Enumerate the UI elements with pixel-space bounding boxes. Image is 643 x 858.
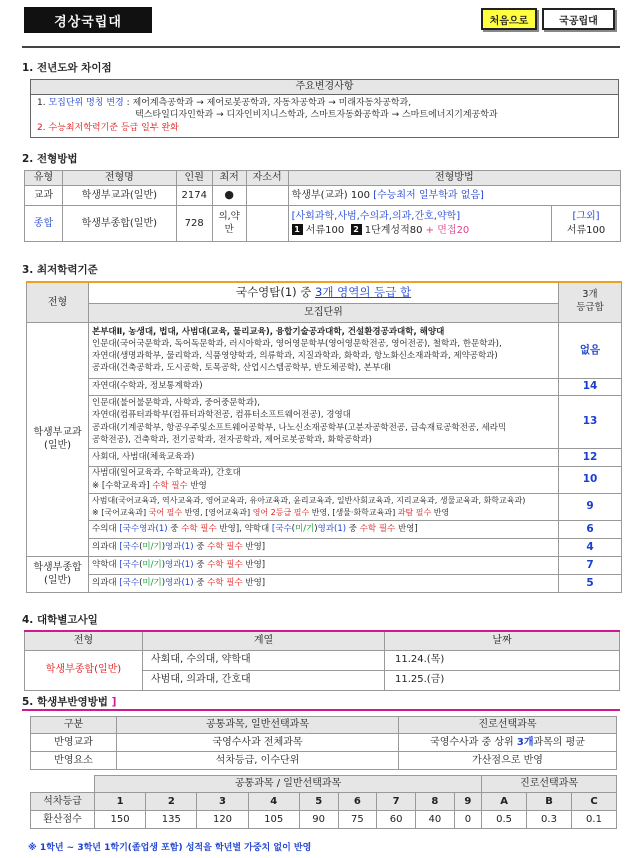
section2-title: 2. 전형방법: [22, 153, 78, 165]
score-cell: 0.5: [482, 811, 527, 829]
refl-row2-career: 가산점으로 반영: [399, 752, 617, 770]
changes-list: [31, 94, 619, 138]
score-label: 환산점수: [31, 811, 95, 829]
min-th-type: 전형: [27, 282, 89, 322]
refl-row1-label: 반영교과: [31, 734, 117, 752]
reflection-table: [30, 716, 617, 770]
min-row-5: 사범대(일어교육과, 수학교육과), 간호대 ※ [수학교육과] 수학 필수 반영: [89, 466, 559, 493]
min-row-4: 사회대, 사범대(체육교육과): [89, 448, 559, 466]
grade-cell: 4: [248, 793, 299, 811]
section4-title: 4. 대학별고사일: [22, 614, 98, 626]
th-min: 최저: [212, 171, 246, 186]
refl-row2-common: 석차등급, 이수단위: [117, 752, 399, 770]
min-th-unit: 모집단위: [89, 303, 559, 322]
score-cell: 135: [146, 811, 197, 829]
th-name: 전형명: [62, 171, 176, 186]
grade-cell: 3: [197, 793, 248, 811]
selection-method-table: [24, 170, 621, 242]
change-item-2: 2. 수능최저학력기준 등급 일부 완화: [37, 122, 179, 133]
grade-cell: 6: [338, 793, 377, 811]
exam-th-date: 날짜: [385, 631, 620, 650]
section1-title: 1. 전년도와 차이점: [22, 62, 112, 74]
row1-count: 2174: [176, 186, 212, 206]
row1-method: 학생부(교과) 100 [수능최저 일부학과 없음]: [288, 186, 620, 206]
min-row-1: 본부대Ⅱ, 농생대, 법대, 사범대(교육, 물리교육), 융합기술공과대학, 건설환경공과대학, 해양대 인문대(국어국문학과, 독어독문학과, 러시아학과, 영어영문학부(영어영문학전공, 영어전공), 철학과, 한문학과), 자연대(생명과학부, 물리학과, 식품영양학과, 의류학과, 지질과학과, 화학과, 항노화신소재과학과, 제약공학과) 공과대(건축공학과, 도시공학, 토목공학, 산업시스템공학부, 반도체공학), 본부대Ⅰ: [89, 322, 559, 378]
changes-table: [30, 79, 619, 138]
th-essay: 자소서: [246, 171, 288, 186]
min-type-a: 학생부교과 (일반): [27, 322, 89, 556]
score-cell: 120: [197, 811, 248, 829]
change-item-1: 1. 모집단위 명칭 변경 : 제어계측공학과 → 제어로봇공학과, 자동차공학과 → 미래자동차공학과,: [37, 97, 412, 108]
min-val-8: 4: [559, 538, 622, 556]
min-th-sum: 3개 등급합: [559, 282, 622, 322]
min-val-9: 7: [559, 556, 622, 574]
first-page-button[interactable]: 처음으로: [481, 8, 537, 30]
min-val-10: 5: [559, 574, 622, 592]
grade-cell: 5: [299, 793, 338, 811]
grade-cell: A: [482, 793, 527, 811]
min-val-3: 13: [559, 395, 622, 448]
row2-type: 종합: [25, 206, 63, 242]
row2-method: [사회과학,사범,수의과,의과,간호,약학] 1 서류100 2 1단계성적80 + 면접20: [288, 206, 551, 242]
min-row-9: 약학대 [국수(미/기)영과(1) 중 수학 필수 반영]: [89, 556, 559, 574]
row2-essay: [246, 206, 288, 242]
th-method: 전형방법: [288, 171, 620, 186]
header-divider: [22, 46, 620, 48]
grade-cell: B: [527, 793, 572, 811]
minimum-standard-table: [26, 281, 622, 593]
section5-title: 5. 학생부반영방법 ]: [22, 696, 117, 708]
min-row-6: 사범대(국어교육과, 역사교육과, 영어교육과, 유아교육과, 윤리교육과, 일반사회교육과, 지리교육과, 생물교육과, 화학교육과) ※ [국어교육과] 국어 필수 반영, [영어교육과] 영어 2등급 필수 반영, [생물·화학교육과] 과탐 필수 반영: [89, 493, 559, 520]
row2-count: 728: [176, 206, 212, 242]
grade-cell: 1: [95, 793, 146, 811]
grade-cell: C: [571, 793, 616, 811]
row2-other: [그외] 서류100: [552, 206, 621, 242]
th-type: 유형: [25, 171, 63, 186]
page-header: [0, 0, 643, 48]
school-name: 경상국립대: [24, 7, 152, 33]
score-cell: 150: [95, 811, 146, 829]
changes-table-head: 주요변경사항: [31, 80, 619, 95]
score-cell: 40: [415, 811, 454, 829]
min-row-10: 의과대 [국수(미/기)영과(1) 중 수학 필수 반영]: [89, 574, 559, 592]
refl-row1-common: 국영수사과 전체과목: [117, 734, 399, 752]
row2-name: 학생부종합(일반): [62, 206, 176, 242]
footnote: ※ 1학년 ~ 3학년 1학기(졸업생 포함) 성적을 학년별 가중치 없이 반영: [28, 843, 312, 853]
min-row-3: 인문대(불어불문학과, 사학과, 중어중문학과), 자연대(컴퓨터과학부(컴퓨터과학전공, 컴퓨터소프트웨어전공), 경영대 공과대(기계공학부, 항공우주및소프트웨어공학부, 나노신소재공학부(고분자공학전공, 금속재료공학전공, 세라믹 공학전공), 건축학과, 전기공학과, 전자공학과, 제어로봇공학과, 화학공학과): [89, 395, 559, 448]
min-row-2: 자연대(수학과, 정보통계학과): [89, 378, 559, 395]
grade-corner: [31, 776, 95, 793]
grade-cell: 7: [377, 793, 416, 811]
refl-th-career: 진로선택과목: [399, 717, 617, 734]
exam-date-table: [24, 630, 620, 691]
min-row-7: 수의대 [국수영과(1) 중 수학 필수 반영], 약학대 [국수(미/기)영과(1) 중 수학 필수 반영]: [89, 520, 559, 538]
min-row-8: 의과대 [국수(미/기)영과(1) 중 수학 필수 반영]: [89, 538, 559, 556]
row1-min: ●: [212, 186, 246, 206]
change-item-1-cont: 텍스타일디자인학과 → 디자인비지니스학과, 스마트자동화공학과 → 스마트에너지기계공학과: [135, 110, 498, 121]
exam-th-type: 전형: [25, 631, 143, 650]
section3-title: 3. 최저학력기준: [22, 264, 98, 276]
score-cell: 90: [299, 811, 338, 829]
grade-score-table: [30, 775, 617, 829]
score-cell: 0.3: [527, 811, 572, 829]
refl-th-label: 구분: [31, 717, 117, 734]
exam-type: 학생부종합(일반): [25, 650, 143, 690]
row1-essay: [246, 186, 288, 206]
section5-divider: [22, 709, 620, 711]
exam-series-1: 사회대, 수의대, 약학대: [143, 650, 385, 670]
min-val-1: 없음: [559, 322, 622, 378]
min-val-5: 10: [559, 466, 622, 493]
grade-cell: 8: [415, 793, 454, 811]
score-cell: 0.1: [571, 811, 616, 829]
score-cell: 75: [338, 811, 377, 829]
min-val-7: 6: [559, 520, 622, 538]
score-cell: 105: [248, 811, 299, 829]
refl-row2-label: 반영요소: [31, 752, 117, 770]
grade-th-career: 진로선택과목: [482, 776, 617, 793]
grade-cell: 2: [146, 793, 197, 811]
th-count: 인원: [176, 171, 212, 186]
refl-th-common: 공통과목, 일반선택과목: [117, 717, 399, 734]
national-universities-button[interactable]: 국공립대: [542, 8, 615, 30]
row1-type: 교과: [25, 186, 63, 206]
min-val-2: 14: [559, 378, 622, 395]
grade-th-common: 공통과목 / 일반선택과목: [95, 776, 482, 793]
exam-date-1: 11.24.(목): [385, 650, 620, 670]
exam-th-series: 계열: [143, 631, 385, 650]
score-cell: 0: [454, 811, 481, 829]
row1-name: 학생부교과(일반): [62, 186, 176, 206]
min-th-head: 국수영탐(1) 중 3개 영역의 등급 합: [89, 282, 559, 303]
min-type-b: 학생부종합 (일반): [27, 556, 89, 592]
exam-series-2: 사범대, 의과대, 간호대: [143, 670, 385, 690]
grade-cell: 9: [454, 793, 481, 811]
score-cell: 60: [377, 811, 416, 829]
row2-min: 의,약 만: [212, 206, 246, 242]
grade-label: 석차등급: [31, 793, 95, 811]
refl-row1-career: 국영수사과 중 상위 3개과목의 평균: [399, 734, 617, 752]
min-val-4: 12: [559, 448, 622, 466]
min-val-6: 9: [559, 493, 622, 520]
exam-date-2: 11.25.(금): [385, 670, 620, 690]
